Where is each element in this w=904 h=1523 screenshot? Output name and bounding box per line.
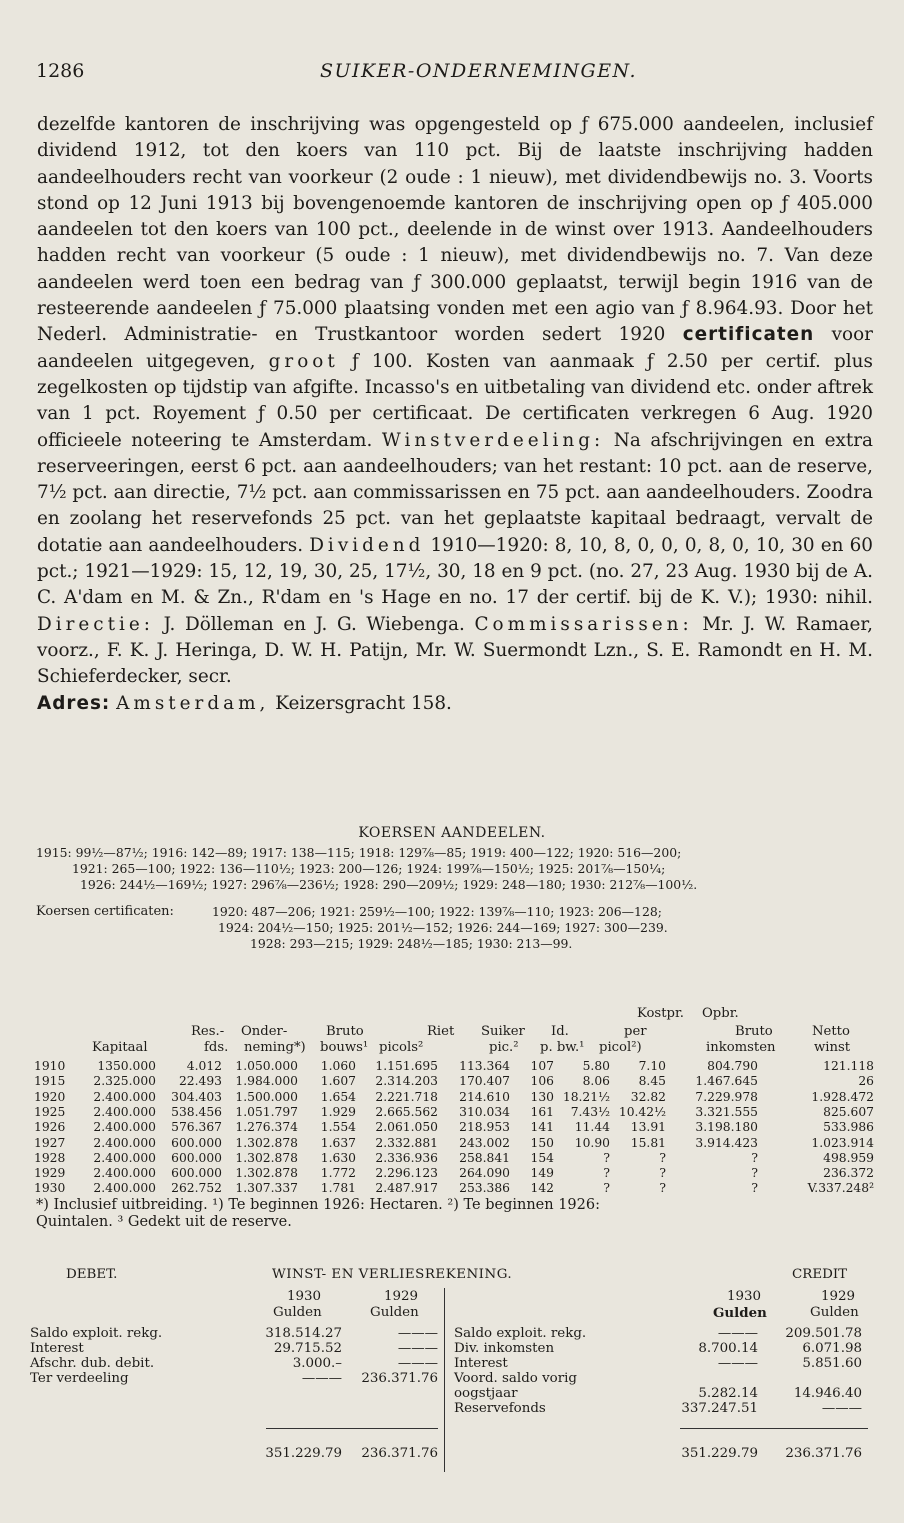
header-pic: pic.² [489, 1040, 519, 1055]
debit-row-1929: ——— [397, 1326, 438, 1341]
table-row [34, 1074, 874, 1089]
header-bruto: Bruto [326, 1024, 364, 1039]
header-bouws: bouws¹ [320, 1040, 369, 1055]
page-number: 1286 [36, 60, 85, 82]
cell-year: 1920 [34, 1089, 66, 1104]
table-row [34, 1105, 874, 1120]
debit-year-b: 1929 [384, 1289, 419, 1304]
cell-suiker-picols: 264.090 [459, 1166, 510, 1181]
cell-opbrengst: 32.82 [630, 1089, 666, 1104]
debit-row-1929: ——— [397, 1341, 438, 1356]
cell-kostprijs: ? [603, 1166, 610, 1181]
header-fds: fds. [204, 1040, 229, 1055]
debit-year-a: 1930 [287, 1289, 322, 1304]
cell-reservefonds: 304.403 [171, 1089, 222, 1104]
body-text-4: Na afschrijvingen en extra reserveeringen, eerst 6 pct. aan aandeelhouders; van het restant: 10 pct. aan de reserve, 7½ pct. aan directie, 7½ pct. aan commissarissen en 75 pct. aan aandeelhouders. Zoodra en zoolang het reservefonds 25 pct. van het geplaatste kapitaal bedraagt, vervalt de dotatie aan aandeelhouders. [37, 429, 873, 556]
cell-kostprijs: 5.80 [582, 1059, 610, 1073]
cell-onderneming: 1.307.337 [235, 1181, 298, 1196]
adres-label: Adres: [37, 692, 111, 714]
header-picols: picols² [379, 1040, 424, 1055]
cell-suiker-picols: 253.386 [459, 1181, 510, 1196]
cell-onderneming: 1.051.797 [235, 1104, 298, 1119]
cell-id-per-bouw: 154 [530, 1150, 554, 1165]
header-kostpr: Kostpr. [637, 1006, 684, 1021]
profit-loss-account [30, 1262, 876, 1472]
cell-suiker-picols: 218.953 [459, 1120, 510, 1135]
credit-total-a: 351.229.79 [681, 1446, 758, 1461]
cell-year: 1929 [34, 1166, 66, 1181]
commissarissen-term: Commissarissen: [474, 613, 693, 635]
cell-kapitaal: 2.400.000 [93, 1135, 156, 1150]
cell-reservefonds: 600.000 [171, 1166, 222, 1181]
header-bruto-ink: Bruto [735, 1024, 773, 1039]
credit-row-label: Div. inkomsten [454, 1341, 555, 1356]
header-inkomsten: inkomsten [706, 1040, 776, 1055]
table-row [34, 1181, 874, 1196]
cell-id-per-bouw: 130 [530, 1089, 554, 1104]
credit-row-1929: 6.071.98 [802, 1341, 862, 1356]
cell-riet-picols: 1.151.695 [375, 1059, 438, 1073]
cell-bruto-inkomsten: 804.790 [707, 1059, 758, 1073]
debit-total-rule [266, 1428, 438, 1429]
cell-reservefonds: 22.493 [178, 1074, 222, 1089]
cell-kostprijs: 10.90 [574, 1135, 610, 1150]
koersen-line: 1921: 265—100; 1922: 136—110½; 1923: 200—126; 1924: 199⅞—150½; 1925: 201⅞—150¼; [72, 861, 666, 876]
header-id: Id. [551, 1024, 569, 1039]
debit-row-1930: ——— [301, 1371, 342, 1386]
cell-kapitaal: 2.400.000 [93, 1181, 156, 1196]
cell-opbrengst: 7.10 [638, 1059, 666, 1073]
cell-riet-picols: 2.296.123 [375, 1166, 438, 1181]
account-title: WINST- EN VERLIESREKENING. [272, 1267, 513, 1282]
cell-bruto-inkomsten: 7.229.978 [695, 1089, 758, 1104]
body-text-5: 1910—1920: 8, 10, 8, 0, 0, 0, 8, 0, 10, 30 en 60 pct.; 1921—1929: 15, 12, 19, 30, 25, 17½, 30, 18 en 9 pct. (no. 27, 23 Aug. 1930 bij de A. C. A'dam en M. & Zn., R'dam en 's Hage en no. 17 der certif. bij de K. V.); 1930: nihil. [37, 534, 873, 609]
koersen-cert-label: Koersen certificaten: [36, 904, 174, 919]
cell-riet-picols: 2.332.881 [375, 1135, 438, 1150]
cell-kostprijs: 11.44 [574, 1120, 610, 1135]
debit-unit-b: Gulden [370, 1305, 419, 1320]
cell-opbrengst: ? [659, 1181, 666, 1196]
cell-riet-picols: 2.061.050 [375, 1120, 438, 1135]
cell-opbrengst: 15.81 [630, 1135, 666, 1150]
body-text-7: Mr. J. W. Ramaer, voorz., F. K. J. Heringa, D. W. H. Patijn, Mr. W. Suermondt Lzn., S. E. Ramondt en H. M. Schieferdecker, secr. [37, 613, 873, 688]
cell-suiker-picols: 214.610 [459, 1089, 510, 1104]
credit-total-b: 236.371.76 [785, 1446, 862, 1461]
cell-year: 1910 [34, 1059, 66, 1073]
debit-row-label: Afschr. dub. debit. [30, 1356, 155, 1371]
credit-row-1930: ——— [717, 1326, 758, 1341]
credit-row-1929: 14.946.40 [793, 1386, 862, 1401]
credit-unit-a: Gulden [713, 1305, 767, 1321]
debit-row-1929: 236.371.76 [361, 1371, 438, 1386]
credit-row-1929: ——— [821, 1401, 862, 1416]
header-onder: Onder- [241, 1024, 288, 1039]
cell-onderneming: 1.302.878 [235, 1135, 298, 1150]
cell-reservefonds: 600.000 [171, 1150, 222, 1165]
cell-reservefonds: 262.752 [171, 1181, 222, 1196]
cell-kostprijs: ? [603, 1150, 610, 1165]
header-suiker: Suiker [481, 1024, 525, 1039]
cell-reservefonds: 576.367 [171, 1120, 222, 1135]
debit-row-1930: 318.514.27 [265, 1326, 342, 1341]
cell-onderneming: 1.302.878 [235, 1150, 298, 1165]
table-footnote-1: *) Inclusief uitbreiding. ¹) Te beginnen 1926: Hectaren. ²) Te beginnen 1926: [36, 1197, 600, 1213]
cell-year: 1915 [34, 1074, 66, 1089]
cell-onderneming: 1.276.374 [235, 1120, 298, 1135]
cell-netto-winst: V.337.248² [807, 1181, 874, 1196]
debit-row-1929: ——— [397, 1356, 438, 1371]
cell-year: 1930 [34, 1181, 66, 1196]
cell-reservefonds: 538.456 [171, 1104, 222, 1119]
cell-bruto-inkomsten: 1.467.645 [695, 1074, 758, 1089]
credit-row-1930: ——— [717, 1356, 758, 1371]
cell-suiker-picols: 258.841 [459, 1150, 510, 1165]
cell-year: 1927 [34, 1135, 66, 1150]
body-text-2: voor aandeelen uitgegeven, [37, 324, 873, 372]
cell-reservefonds: 4.012 [186, 1059, 222, 1073]
cell-riet-picols: 2.314.203 [375, 1074, 438, 1089]
debit-unit-a: Gulden [273, 1305, 322, 1320]
header-per: per [624, 1024, 647, 1039]
cell-kapitaal: 2.400.000 [93, 1120, 156, 1135]
cell-bruto-bouws: 1.781 [320, 1181, 356, 1196]
cell-netto-winst: 1.023.914 [811, 1135, 874, 1150]
credit-row-label: Saldo exploit. rekg. [454, 1326, 587, 1341]
koersen-cert-line: 1920: 487—206; 1921: 259½—100; 1922: 139⅞—110; 1923: 206—128; [212, 904, 662, 919]
credit-row-label: Interest [454, 1356, 508, 1371]
winstverdeeling-term: Winstverdeeling: [381, 429, 605, 451]
cell-suiker-picols: 310.034 [459, 1104, 510, 1119]
company-description [37, 112, 873, 717]
body-text-3: ƒ 100. Kosten van aanmaak ƒ 2.50 per certif. plus zegelkosten op tijdstip van afgifte. Incasso's en uitbetaling van dividend etc. onder aftrek van 1 pct. Royement ƒ 0.50 per certificaat. De certificaten verkregen 6 Aug. 1920 officieele noteering te Amsterdam. [37, 350, 873, 451]
certificaten-term: certificaten [682, 324, 815, 346]
table-row [34, 1166, 874, 1181]
credit-row-1930: 8.700.14 [698, 1341, 758, 1356]
body-text-1: dezelfde kantoren de inschrijving was opgengesteld op ƒ 675.000 aandeelen, inclusief dividend 1912, tot den koers van 110 pct. Bij de laatste inschrijving hadden aandeelhouders recht van voorkeur (2 oude : 1 nieuw), met dividendbewijs no. 3. Voorts stond op 12 Juni 1913 bij bovengenoemde kantoren de inschrijving open op ƒ 405.000 aandeelen tot den koers van 100 pct., deelende in de winst over 1913. Aandeelhouders hadden recht van voorkeur (5 oude : 1 nieuw), met dividendbewijs no. 7. Van deze aandeelen werd toen een bedrag van ƒ 300.000 geplaatst, terwijl begin 1916 van de resteerende aandeelen ƒ 75.000 plaatsing vonden met een agio van ƒ 8.964.93. Door het Nederl. Administratie- en Trustkantoor worden sedert 1920 [37, 114, 873, 346]
credit-year-a: 1930 [727, 1289, 762, 1304]
credit-row-1929: 5.851.60 [802, 1356, 862, 1371]
cell-bruto-inkomsten: ? [751, 1166, 758, 1181]
cell-bruto-inkomsten: 3.321.555 [695, 1104, 758, 1119]
cell-kapitaal: 2.400.000 [93, 1166, 156, 1181]
cell-kapitaal: 2.325.000 [93, 1074, 156, 1089]
credit-year-b: 1929 [821, 1289, 856, 1304]
cell-year: 1925 [34, 1104, 66, 1119]
adres-street: Keizersgracht 158. [275, 692, 452, 714]
koersen-cert-line: 1924: 204½—150; 1925: 201½—152; 1926: 244—169; 1927: 300—239. [218, 920, 668, 935]
header-winst: winst [814, 1040, 851, 1055]
cell-kostprijs: 18.21½ [562, 1089, 610, 1104]
credit-heading: CREDIT [792, 1267, 848, 1282]
credit-row-1930: 5.282.14 [698, 1386, 758, 1401]
directie-term: Directie: [37, 613, 154, 635]
cell-year: 1926 [34, 1120, 66, 1135]
debet-heading: DEBET. [66, 1267, 118, 1282]
koersen-line: 1915: 99½—87½; 1916: 142—89; 1917: 138—115; 1918: 129⅞—85; 1919: 400—122; 1920: 516—200; [36, 845, 682, 860]
koersen-title: KOERSEN AANDEELEN. [358, 825, 546, 841]
debit-total-b: 236.371.76 [361, 1446, 438, 1461]
cell-year: 1928 [34, 1150, 66, 1165]
header-netto: Netto [812, 1024, 850, 1039]
cell-bruto-bouws: 1.060 [320, 1059, 356, 1073]
cell-id-per-bouw: 142 [530, 1181, 554, 1196]
cell-id-per-bouw: 149 [530, 1166, 554, 1181]
cell-riet-picols: 2.665.562 [375, 1104, 438, 1119]
cell-opbrengst: ? [659, 1166, 666, 1181]
cell-bruto-bouws: 1.630 [320, 1150, 356, 1165]
cell-netto-winst: 1.928.472 [811, 1089, 874, 1104]
cell-riet-picols: 2.336.936 [375, 1150, 438, 1165]
table-row [34, 1151, 874, 1166]
cell-bruto-bouws: 1.554 [320, 1120, 356, 1135]
credit-row-label: oogstjaar [454, 1386, 518, 1401]
header-picol: picol²) [599, 1040, 642, 1055]
debit-row-label: Saldo exploit. rekg. [30, 1326, 163, 1341]
cell-netto-winst: 498.959 [823, 1150, 874, 1165]
dividend-term: Dividend [309, 534, 425, 556]
cell-netto-winst: 825.607 [823, 1104, 874, 1119]
cell-suiker-picols: 113.364 [459, 1059, 510, 1073]
cell-id-per-bouw: 106 [530, 1074, 554, 1089]
adres-city: Amsterdam, [116, 692, 270, 714]
cell-opbrengst: 8.45 [638, 1074, 666, 1089]
cell-netto-winst: 533.986 [823, 1120, 874, 1135]
cell-id-per-bouw: 141 [530, 1120, 554, 1135]
account-divider [444, 1288, 445, 1472]
cell-opbrengst: 13.91 [630, 1120, 666, 1135]
cell-suiker-picols: 170.407 [459, 1074, 510, 1089]
cell-bruto-bouws: 1.607 [320, 1074, 356, 1089]
table-row [34, 1136, 874, 1151]
running-head [36, 58, 876, 88]
cell-netto-winst: 121.118 [823, 1059, 874, 1073]
cell-id-per-bouw: 150 [530, 1135, 554, 1150]
header-res: Res.- [191, 1024, 225, 1039]
cell-riet-picols: 2.221.718 [375, 1089, 438, 1104]
koersen-line: 1926: 244½—169½; 1927: 296⅞—236½; 1928: 290—209½; 1929: 248—180; 1930: 212⅞—100½. [80, 877, 698, 892]
cell-bruto-inkomsten: 3.914.423 [695, 1135, 758, 1150]
groot-term: groot [268, 350, 339, 372]
header-neming: neming*) [244, 1040, 306, 1055]
koersen-cert-line: 1928: 293—215; 1929: 248½—185; 1930: 213—99. [250, 936, 573, 951]
cell-kapitaal: 2.400.000 [93, 1104, 156, 1119]
debit-row-1930: 3.000.– [292, 1356, 342, 1371]
credit-total-rule [680, 1428, 868, 1429]
cell-kostprijs: ? [603, 1181, 610, 1196]
cell-onderneming: 1.050.000 [235, 1059, 298, 1073]
debit-total-a: 351.229.79 [265, 1446, 342, 1461]
cell-netto-winst: 26 [858, 1074, 874, 1089]
cell-kapitaal: 1350.000 [97, 1059, 156, 1073]
body-text-6: J. Dölleman en J. G. Wiebenga. [163, 613, 465, 635]
debit-row-label: Ter verdeeling [30, 1371, 129, 1386]
cell-kostprijs: 8.06 [582, 1074, 610, 1089]
table-row [34, 1059, 874, 1074]
cell-bruto-bouws: 1.654 [320, 1089, 356, 1104]
header-kapitaal: Kapitaal [92, 1040, 148, 1055]
table-row [34, 1090, 874, 1105]
cell-bruto-bouws: 1.772 [320, 1166, 356, 1181]
cell-kostprijs: 7.43½ [570, 1104, 610, 1119]
credit-row-label: Voord. saldo vorig [454, 1371, 577, 1386]
credit-row-label: Reservefonds [454, 1401, 546, 1416]
cell-bruto-inkomsten: ? [751, 1150, 758, 1165]
credit-row-1929: 209.501.78 [785, 1326, 862, 1341]
debit-row-1930: 29.715.52 [273, 1341, 342, 1356]
cell-opbrengst: ? [659, 1150, 666, 1165]
cell-id-per-bouw: 107 [530, 1059, 554, 1073]
header-pbw: p. bw.¹ [540, 1040, 585, 1055]
running-title: SUIKER-ONDERNEMINGEN. [320, 60, 638, 82]
cell-bruto-inkomsten: 3.198.180 [695, 1120, 758, 1135]
cell-reservefonds: 600.000 [171, 1135, 222, 1150]
cell-onderneming: 1.984.000 [235, 1074, 298, 1089]
table-row [34, 1120, 874, 1135]
cell-riet-picols: 2.487.917 [375, 1181, 438, 1196]
cell-kapitaal: 2.400.000 [93, 1089, 156, 1104]
cell-bruto-bouws: 1.637 [320, 1135, 356, 1150]
table-footnote-2: Quintalen. ³ Gedekt uit de reserve. [36, 1214, 292, 1230]
cell-onderneming: 1.302.878 [235, 1166, 298, 1181]
cell-onderneming: 1.500.000 [235, 1089, 298, 1104]
credit-unit-b: Gulden [810, 1305, 859, 1320]
cell-netto-winst: 236.372 [823, 1166, 874, 1181]
credit-row-1930: 337.247.51 [681, 1401, 758, 1416]
cell-bruto-bouws: 1.929 [320, 1104, 356, 1119]
header-riet: Riet [427, 1024, 455, 1039]
header-opbr: Opbr. [702, 1006, 739, 1021]
cell-id-per-bouw: 161 [530, 1104, 554, 1119]
cell-opbrengst: 10.42½ [618, 1104, 666, 1119]
cell-bruto-inkomsten: ? [751, 1181, 758, 1196]
cell-kapitaal: 2.400.000 [93, 1150, 156, 1165]
debit-row-label: Interest [30, 1341, 84, 1356]
cell-suiker-picols: 243.002 [459, 1135, 510, 1150]
